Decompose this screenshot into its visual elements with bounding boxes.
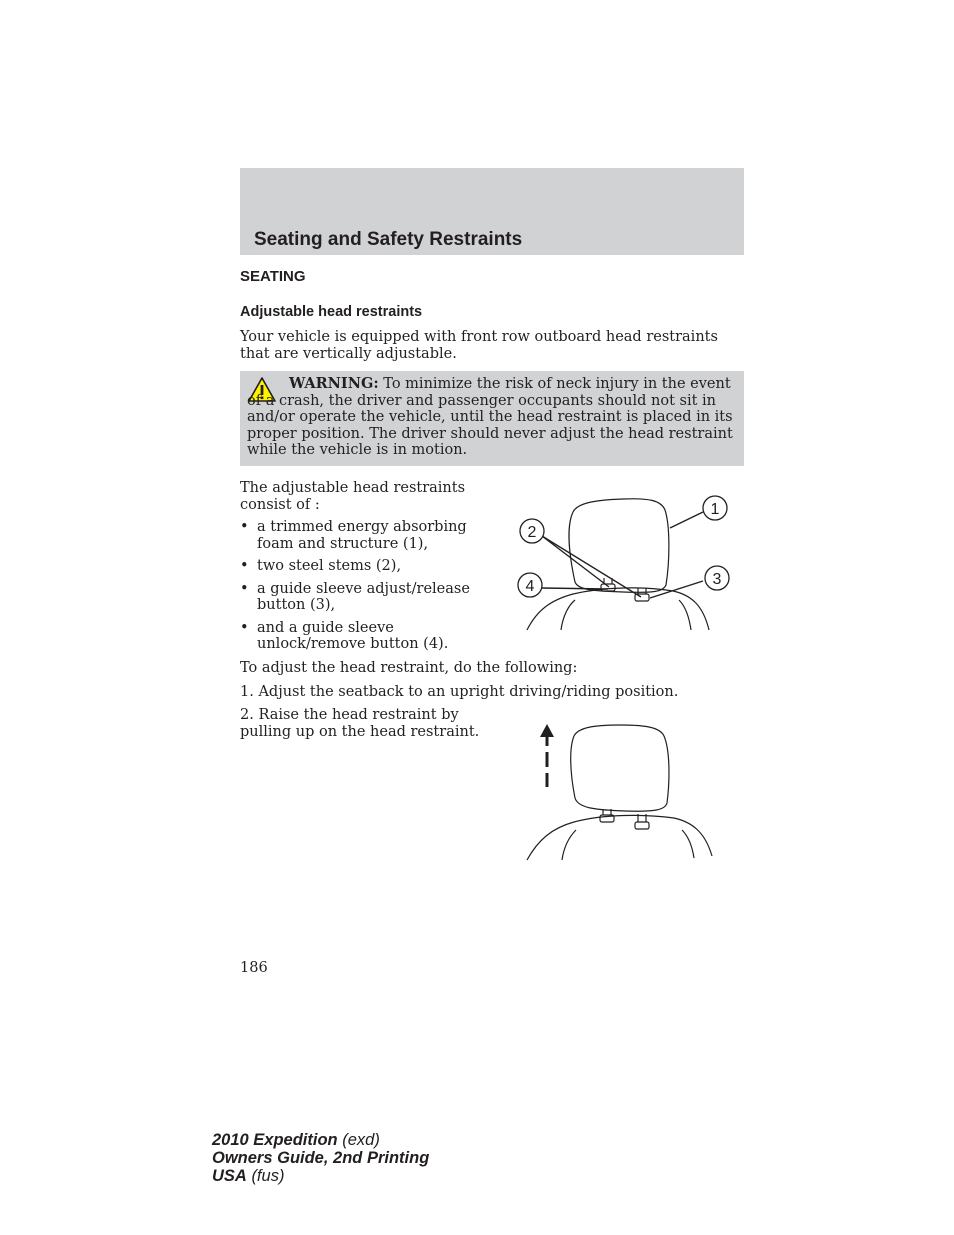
list-item: • a trimmed energy absorbing foam and structure (1), bbox=[240, 519, 467, 552]
components-list bbox=[240, 519, 500, 659]
page-title: Seating and Safety Restraints bbox=[254, 229, 523, 250]
subsection-heading: Adjustable head restraints bbox=[240, 304, 423, 320]
warning-label: WARNING: bbox=[289, 375, 379, 392]
components-intro: The adjustable head restraints consist of : bbox=[240, 480, 466, 513]
footer: 2010 Expedition (exd) Owners Guide, 2nd Printing USA (fus) bbox=[212, 1131, 430, 1185]
list-item: • and a guide sleeve unlock/remove button (4). bbox=[240, 619, 449, 652]
callout-1: 1 bbox=[710, 501, 720, 518]
bullet: • bbox=[240, 519, 249, 535]
step-1: 1. Adjust the seatback to an upright driving/riding position. bbox=[240, 684, 679, 700]
page-number: 186 bbox=[240, 960, 268, 976]
up-arrow-icon bbox=[540, 724, 554, 787]
raise-head-restraint-figure bbox=[520, 718, 720, 863]
bullet: • bbox=[240, 558, 249, 574]
bullet: • bbox=[240, 619, 249, 636]
instructions-intro: To adjust the head restraint, do the following: bbox=[240, 660, 578, 676]
intro-paragraph: Your vehicle is equipped with front row outboard head restraints that are vertically adjustable. bbox=[240, 329, 718, 362]
list-item: • two steel stems (2), bbox=[240, 558, 402, 574]
warning-body: To minimize the risk of neck injury in the event of a crash, the driver and passenger occupants should not sit in and/or operate the vehicle, until the head restraint is placed in its proper position. The driver should never adjust the head restraint while the vehicle is in motion. bbox=[247, 376, 733, 458]
callout-2: 2 bbox=[527, 524, 537, 541]
callout-3: 3 bbox=[712, 571, 722, 588]
bullet: • bbox=[240, 580, 249, 597]
callout-4: 4 bbox=[525, 578, 535, 595]
head-restraint-components-figure bbox=[513, 490, 733, 640]
list-item: • a guide sleeve adjust/release button (3), bbox=[240, 580, 470, 613]
step-2: 2. Raise the head restraint by pulling up on the head restraint. bbox=[240, 707, 480, 740]
warning-text bbox=[247, 376, 739, 459]
section-heading: SEATING bbox=[240, 268, 306, 285]
